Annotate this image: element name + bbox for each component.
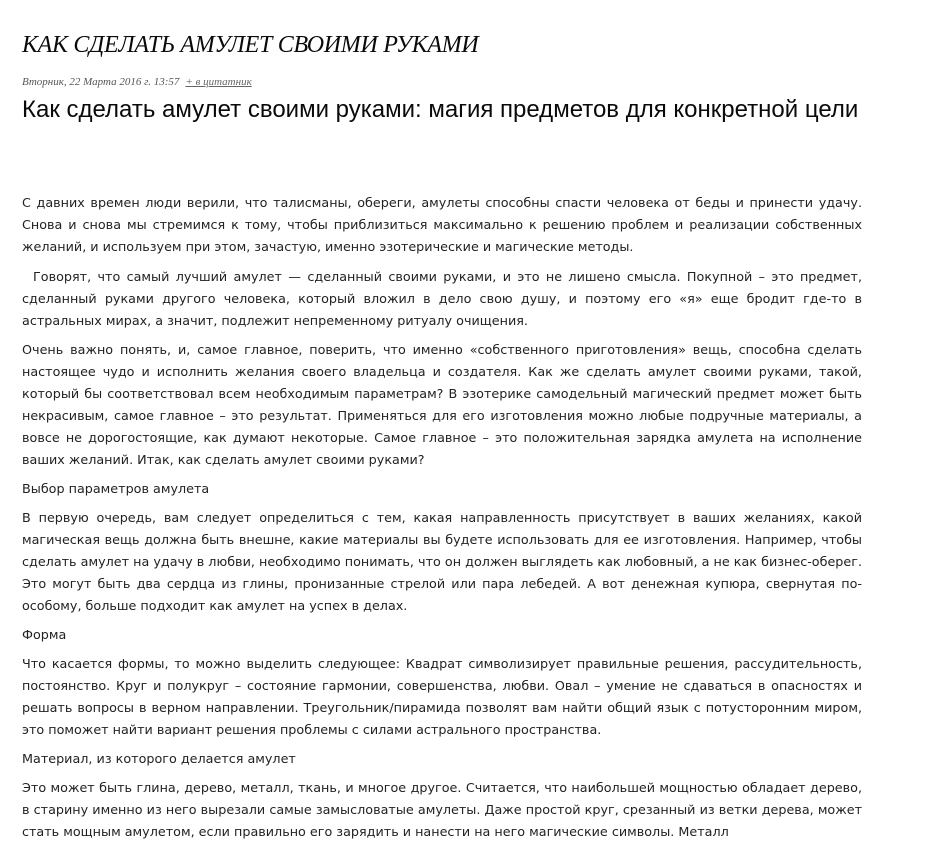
section-heading-form: Форма bbox=[22, 628, 67, 643]
paragraph-form: Что касается формы, то можно выделить следующее: Квадрат символизирует правильные решения, рассудительность, постоянство. Круг и полукруг – состояние гармонии, совершенства, любви. Овал – умение не сдаваться в опасностях и решать вопросы в верном направлении. Треугольник/пирамида позволят вам найти общий язык с потусторонним миром, это поможет найти вариант решения проблемы с силами астрального пространства. bbox=[22, 657, 862, 738]
paragraph-intro: С давних времен люди верили, что талисманы, обереги, амулеты способны спасти человека от беды и принести удачу. Снова и снова мы стремимся к тому, чтобы приблизиться максимально к решению проблем и реализации собственных желаний, и используем при этом, зачастую, именно эзотерические и магические методы. bbox=[22, 196, 862, 255]
post-date: Вторник, 22 Марта 2016 г. 13:57 bbox=[22, 76, 180, 88]
paragraph-best-amulet: Говорят, что самый лучший амулет — сделанный своими руками, и это не лишено смысла. Покупной – это предмет, сделанный руками другого человека, который вложил в дело свою душу, и поэтому его «я» еще бродит где-то в астральных мирах, а значит, подлежит непременному ритуалу очищения. bbox=[22, 270, 862, 329]
add-to-quotes-link[interactable]: + в цитатник bbox=[185, 76, 252, 88]
section-heading-material: Материал, из которого делается амулет bbox=[22, 752, 296, 767]
paragraph-material: Это может быть глина, дерево, металл, ткань, и многое другое. Считается, что наибольшей мощностью обладает дерево, в старину именно из него вырезали самые замысловатые амулеты. Даже простой круг, срезанный из ветки дерева, может стать мощным амулетом, если правильно его зарядить и нанести на него магические символы. Металл bbox=[22, 781, 862, 840]
paragraph-parameters: В первую очередь, вам следует определиться с тем, какая направленность присутствует в ваших желаниях, какой магическая вещь должна быть внешне, какие материалы вы будете использовать для ее изготовления. Например, чтобы сделать амулет на удачу в любви, необходимо понимать, что он должен выглядеть как любовный, а не как бизнес-оберег. Это могут быть два сердца из глины, пронизанные стрелой или пара лебедей. А вот денежная купюра, свернутая по-особому, больше подходит как амулет на успех в делах. bbox=[22, 511, 862, 614]
post-meta bbox=[22, 76, 252, 88]
paragraph-belief: Очень важно понять, и, самое главное, поверить, что именно «собственного приготовления» вещь, способна сделать настоящее чудо и исполнить желания своего владельца и создателя. Как же сделать амулет своими руками, такой, который бы соответствовал всем необходимым параметрам? В эзотерике самодельный магический предмет может быть некрасивым, самое главное – это результат. Применяться для его изготовления можно любые подручные материалы, а вовсе не дорогостоящие, как думают некоторые. Самое главное – это положительная зарядка амулета на исполнение ваших желаний. Итак, как сделать амулет своими руками? bbox=[22, 343, 862, 468]
section-heading-parameters: Выбор параметров амулета bbox=[22, 482, 210, 497]
article-subtitle: Как сделать амулет своими руками: магия предметов для конкретной цели bbox=[22, 96, 859, 123]
post-title[interactable]: КАК СДЕЛАТЬ АМУЛЕТ СВОИМИ РУКАМИ bbox=[22, 32, 479, 58]
